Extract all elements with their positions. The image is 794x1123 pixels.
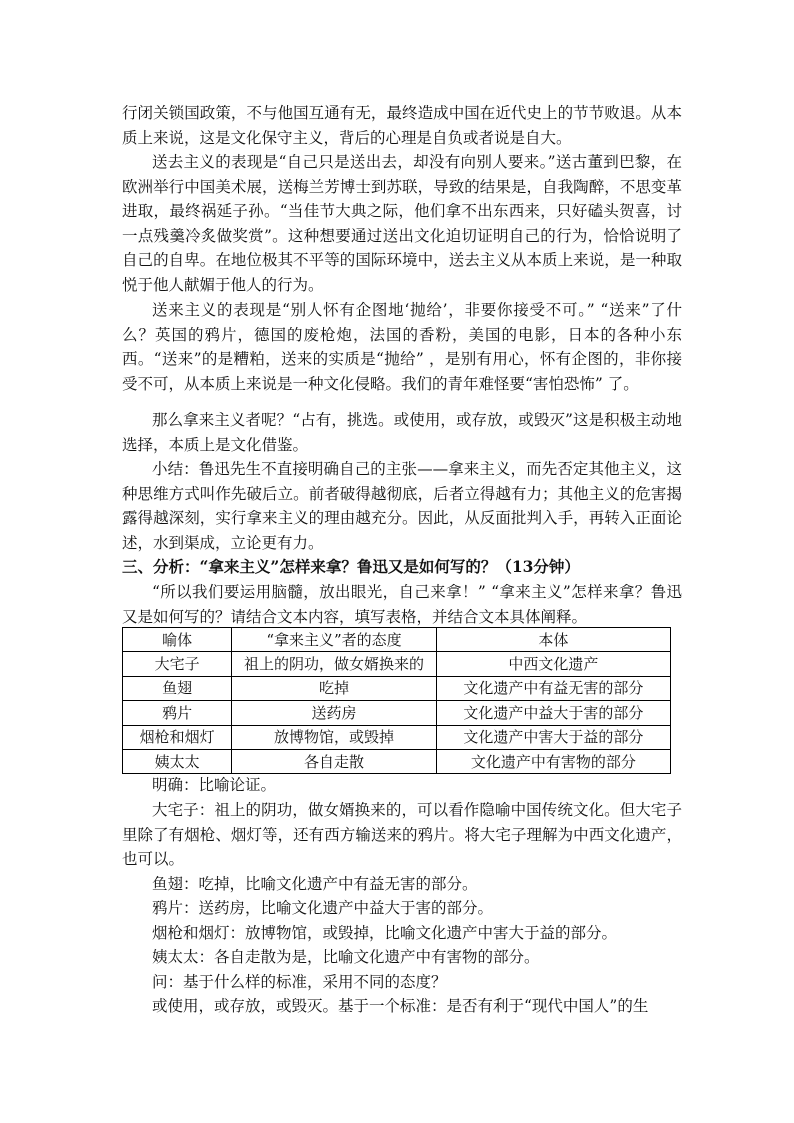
table-cell: 文化遗产中害大于益的部分 bbox=[436, 725, 670, 749]
paragraph-task-instruction: “所以我们要运用脑髓，放出眼光，自己来拿！” “拿来主义”怎样来拿？鲁迅又是如何写的？请结合文本内容，填写表格，并结合文本具体阐释。 bbox=[122, 583, 682, 626]
paragraph-conclusion: 明确：比喻论证。 bbox=[152, 776, 277, 794]
paragraph-standard: 或使用，或存放，或毁灭。基于一个标准：是否有利于“现代中国人”的生 bbox=[152, 997, 649, 1015]
section-heading-3: 三、分析：“拿来主义”怎样来拿？鲁迅又是如何写的？（13分钟） bbox=[122, 557, 580, 576]
table-cell: 中西文化遗产 bbox=[436, 652, 670, 676]
paragraph-question: 问：基于什么样的标准，采用不同的态度？ bbox=[152, 973, 447, 991]
table-cell: 鱼翅 bbox=[123, 676, 232, 700]
table-cell: 文化遗产中益大于害的部分 bbox=[436, 701, 670, 725]
paragraph-opium: 鸦片：送药房，比喻文化遗产中益大于害的部分。 bbox=[152, 899, 494, 917]
table-header-cell: 喻体 bbox=[123, 628, 232, 652]
table-cell: 姨太太 bbox=[123, 749, 232, 773]
paragraph-taking-doctrine: 那么拿来主义者呢？“占有，挑选。或使用，或存放，或毁灭”这是积极主动地选择，本质上是文化借鉴。 bbox=[122, 411, 682, 454]
metaphor-table bbox=[122, 627, 671, 774]
table-cell: 鸦片 bbox=[123, 701, 232, 725]
table-cell: 祖上的阴功，做女婿换来的 bbox=[232, 652, 437, 676]
table-row bbox=[123, 749, 671, 773]
table-header-row bbox=[123, 628, 671, 652]
table-cell: 烟枪和烟灯 bbox=[123, 725, 232, 749]
paragraph-sending-doctrine: 送去主义的表现是“自己只是送出去，却没有向别人要来。”送古董到巴黎，在欧洲举行中国美术展，送梅兰芳博士到苏联，导致的结果是，自我陶醉，不思变革进取，最终祸延子孙。“当佳节大典之际，他们拿不出东西来，只好磕头贺喜，讨一点残羹冷炙做奖赏”。这种想要通过送出文化迫切证明自己的行为，恰恰说明了自己的自卑。在地位极其不平等的国际环境中，送去主义从本质上来说，是一种取悦于他人献媚于他人的行为。 bbox=[122, 153, 682, 294]
paragraph-shark-fin: 鱼翅：吃掉，比喻文化遗产中有益无害的部分。 bbox=[152, 875, 478, 893]
paragraph-summary: 小结：鲁迅先生不直接明确自己的主张——拿来主义，而先否定其他主义，这种思维方式叫作先破后立。前者破得越彻底，后者立得越有力；其他主义的危害揭露得越深刻，实行拿来主义的理由越充分。因此，从反面批判入手，再转入正面论述，水到渠成，立论更有力。 bbox=[122, 460, 682, 552]
paragraph-opium-pipe: 烟枪和烟灯：放博物馆，或毁掉，比喻文化遗产中害大于益的部分。 bbox=[152, 924, 618, 942]
table-cell: 大宅子 bbox=[123, 652, 232, 676]
paragraph-concubine: 姨太太：各自走散为是，比喻文化遗产中有害物的部分。 bbox=[152, 948, 540, 966]
table-header-cell: 本体 bbox=[436, 628, 670, 652]
table-header-cell: “拿来主义”者的态度 bbox=[232, 628, 437, 652]
table-row bbox=[123, 725, 671, 749]
table-cell: 文化遗产中有益无害的部分 bbox=[436, 676, 670, 700]
table-cell: 文化遗产中有害物的部分 bbox=[436, 749, 670, 773]
paragraph-mansion: 大宅子：祖上的阴功，做女婿换来的，可以看作隐喻中国传统文化。但大宅子里除了有烟枪、烟灯等，还有西方输送来的鸦片。将大宅子理解为中西文化遗产，也可以。 bbox=[122, 801, 682, 869]
table-row bbox=[123, 652, 671, 676]
table-cell: 送药房 bbox=[232, 701, 437, 725]
paragraph-receiving-doctrine: 送来主义的表现是“别人怀有企图地‘抛给’，非要你接受不可。” “送来”了什么？英国的鸦片，德国的废枪炮，法国的香粉，美国的电影，日本的各种小东西。“送来”的是糟粕，送来的实质是“抛给” ，是别有用心，怀有企图的，非你接受不可，从本质上来说是一种文化侵略。我们的青年难怪要“害怕恐怖” 了。 bbox=[122, 301, 682, 393]
table-cell: 各自走散 bbox=[232, 749, 437, 773]
paragraph-closed-door-policy: 行闭关锁国政策，不与他国互通有无，最终造成中国在近代史上的节节败退。从本质上来说，这是文化保守主义，背后的心理是自负或者说是自大。 bbox=[122, 104, 682, 147]
table-row bbox=[123, 701, 671, 725]
table-cell: 放博物馆，或毁掉 bbox=[232, 725, 437, 749]
table-row bbox=[123, 676, 671, 700]
table-cell: 吃掉 bbox=[232, 676, 437, 700]
